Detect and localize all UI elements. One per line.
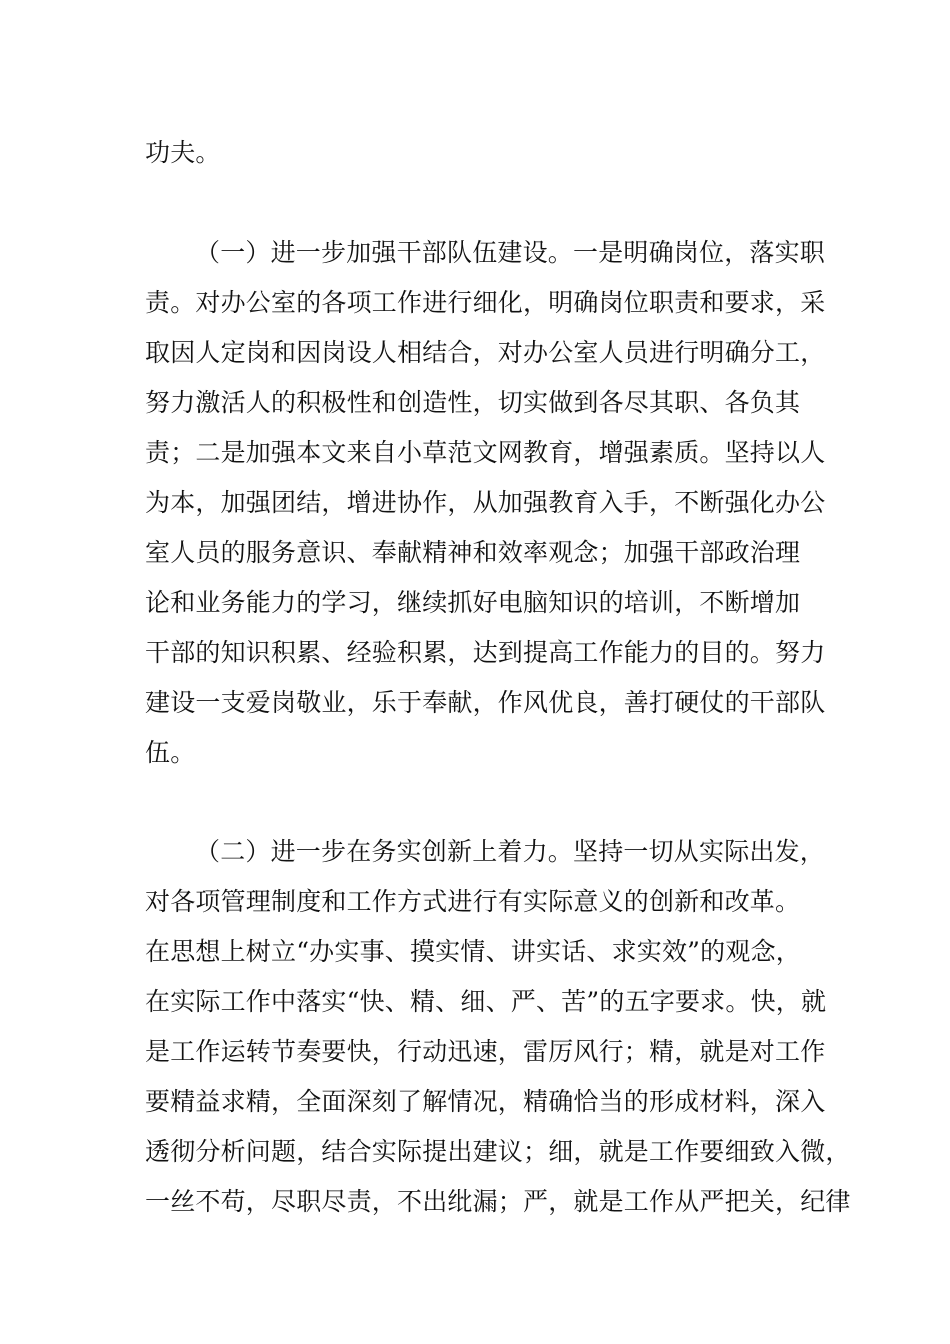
section-2-line-6: 要精益求精，全面深刻了解情况，精确恰当的形成材料，深入 [145,1087,826,1116]
section-1-line-1: （一）进一步加强干部队伍建设。一是明确岗位，落实职 [195,238,826,267]
section-2-line-1: （二）进一步在务实创新上着力。坚持一切从实际出发， [195,837,826,866]
section-1-line-5: 责；二是加强本文来自小草范文网教育，增强素质。坚持以人 [145,438,826,467]
section-1-line-7: 室人员的服务意识、奉献精神和效率观念；加强干部政治理 [145,538,801,567]
section-1-line-8: 论和业务能力的学习，继续抓好电脑知识的培训，不断增加 [145,588,801,617]
section-2-line-3: 在思想上树立“办实事、摸实情、讲实话、求实效”的观念， [145,937,801,966]
section-2-line-4: 在实际工作中落实“快、精、细、严、苦”的五字要求。快，就 [145,987,827,1016]
section-1-line-3: 取因人定岗和因岗设人相结合，对办公室人员进行明确分工， [145,338,826,367]
section-1-line-9: 干部的知识积累、经验积累，达到提高工作能力的目的。努力 [145,638,826,667]
section-1-line-4: 努力激活人的积极性和创造性，切实做到各尽其职、各负其 [145,388,801,417]
section-2-line-2: 对各项管理制度和工作方式进行有实际意义的创新和改革。 [145,887,801,916]
section-1-line-6: 为本，加强团结，增进协作，从加强教育入手，不断强化办公 [145,488,826,517]
section-1-line-10: 建设一支爱岗敬业，乐于奉献，作风优良，善打硬仗的干部队 [145,688,826,717]
section-1-line-11: 伍。 [145,738,196,767]
section-2-line-7: 透彻分析问题，结合实际提出建议；细，就是工作要细致入微， [145,1137,851,1166]
section-2-line-8: 一丝不苟，尽职尽责，不出纰漏；严，就是工作从严把关，纪律 [145,1187,851,1216]
section-1-line-2: 责。对办公室的各项工作进行细化，明确岗位职责和要求，采 [145,288,826,317]
section-2-line-5: 是工作运转节奏要快，行动迅速，雷厉风行；精，就是对工作 [145,1037,826,1066]
paragraph-continuation: 功夫。 [145,138,221,167]
